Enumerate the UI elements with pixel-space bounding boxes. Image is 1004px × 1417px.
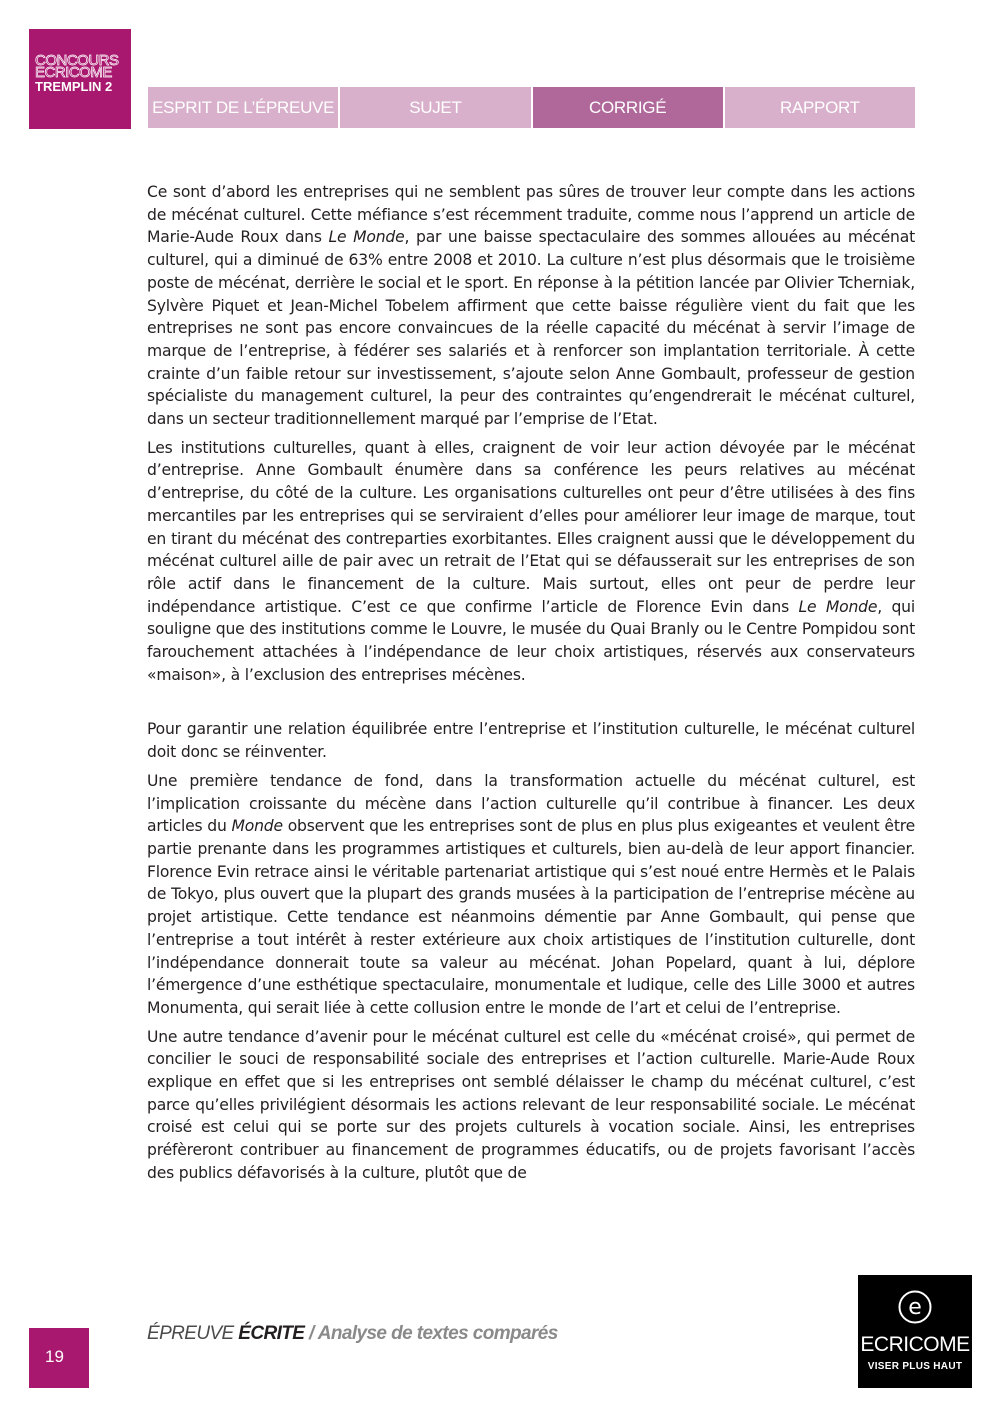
tab-esprit-epreuve[interactable]: ESPRIT DE L’ÉPREUVE [148, 87, 338, 128]
svg-text:e: e [908, 1295, 922, 1320]
footer-title: ÉPREUVE ÉCRITE / Analyse de textes comparés [147, 1323, 558, 1344]
paragraph: Pour garantir une relation équilibrée entre l’entreprise et l’institution culturelle, le mécénat culturel doit donc se réinventer. [147, 720, 915, 762]
logo-line-ecricome: ECRICOME [35, 64, 112, 81]
section-tabs [148, 87, 915, 128]
ecricome-brand-logo [858, 1275, 972, 1388]
page-number: 19 [29, 1328, 89, 1388]
document-body [147, 181, 915, 1191]
brand-tagline: VISER PLUS HAUT [867, 1361, 963, 1372]
concours-ecricome-logo [29, 29, 131, 129]
ecricome-e-icon [898, 1290, 932, 1324]
paragraph: Les institutions culturelles, quant à elles, craignent de voir leur action dévoyée par le mécénat d’entreprise. Anne Gombault énumère dans sa conférence les peurs relatives au mécénat d’entreprise, du côté de la culture. Les organisations culturelles ont peur d’être utilisées à des fins mercantiles par les entreprises qui se serviraient d’elles pour améliorer leur image de marque, tout en tirant du mécénat des contreparties exorbitantes. Elles craignent aussi que le développement du mécénat culturel aille de pair avec un retrait de l’Etat qui se défausserait sur les entreprises de son rôle actif dans le financement de la culture. Mais surtout, elles ont peur de perdre leur indépendance artistique. C’est ce que confirme l’article de Florence Evin dans Le Monde, qui souligne que des institutions comme le Louvre, le musée du Quai Branly ou le Centre Pompidou sont farouchement attachées à l’indépendance de leur choix artistiques, réservés aux conservateurs «maison», à l’exclusion des entreprises mécènes. [147, 438, 915, 684]
paragraph: Une première tendance de fond, dans la transformation actuelle du mécénat culturel, est l’implication croissante du mécène dans l’action culturelle qu’il contribue à financer. Les deux articles du Monde observent que les entreprises sont de plus en plus plus exigeantes et veulent être partie prenante dans les programmes artistiques et culturels, bien au-delà de leur apport financier. Florence Evin retrace ainsi le véritable partenariat artistique qui s’est noué entre Hermès et le Palais de Tokyo, plus ouvert que la plupart des grands musées à la participation de l’entreprise mécène au projet artistique. Cette tendance est néanmoins démentie par Anne Gombault, qui pense que l’entreprise a tout intérêt à rester extérieure aux choix artistiques de l’institution culturelle, dont l’indépendance donnerait toute sa valeur au mécénat. Johan Popelard, quant à lui, déplore l’émergence d’une esthétique spectaculaire, monumentale et ludique, celle des Lille 3000 et autres Monumenta, qui serait liée à cette collusion entre le monde de l’art et celui de l’entreprise. [147, 771, 915, 1017]
paragraph: Une autre tendance d’avenir pour le mécénat culturel est celle du «mécénat croisé», qui permet de concilier le souci de responsabilité sociale des entreprises et l’action culturelle. Marie-Aude Roux explique en effet que si les entreprises ont semblé délaisser le champ du mécénat culturel, c’est parce qu’elles privilégient désormais les actions relevant de leur responsabilité sociale. Le mécénat croisé est celui qui se porte sur des projets culturels à vocation sociale. Ainsi, les entreprises préfèreront contribuer au financement de programmes éducatifs, ou de projets favorisant l’accès des publics défavorisés à la culture, plutôt que de [147, 1027, 915, 1182]
logo-line-concours: CONCOURS [35, 52, 119, 69]
tab-rapport[interactable]: RAPPORT [723, 87, 915, 128]
tab-corrige[interactable]: CORRIGÉ [531, 87, 723, 128]
logo-line-tremplin: TREMPLIN 2 [35, 79, 113, 94]
brand-name: ECRICOME [860, 1333, 970, 1356]
tab-sujet[interactable]: SUJET [338, 87, 530, 128]
paragraph: Ce sont d’abord les entreprises qui ne semblent pas sûres de trouver leur compte dans les actions de mécénat culturel. Cette méfiance s’est récemment traduite, comme nous l’apprend un article de Marie-Aude Roux dans Le Monde, par une baisse spectaculaire des sommes allouées au mécénat culturel, qui a diminué de 63% entre 2008 et 2010. La culture n’est plus désormais que le troisième poste de mécénat, derrière le social et le sport. En réponse à la pétition lancée par Olivier Tcherniak, Sylvère Piquet et Jean-Michel Tobelem affirment que cette baisse régulière vient du fait que les entreprises ne sont pas encore convaincues de la réelle capacité du mécénat à servir l’image de marque de l’entreprise, à fédérer ses salariés et à renforcer son implantation territoriale. À cette crainte d’un faible retour sur investissement, s’ajoute selon Anne Gombault, professeur de gestion spécialiste du management culturel, la peur des contraintes qu’engendrerait le mécénat culturel, dans un secteur traditionnellement marqué par l’emprise de l’Etat. [147, 183, 916, 429]
